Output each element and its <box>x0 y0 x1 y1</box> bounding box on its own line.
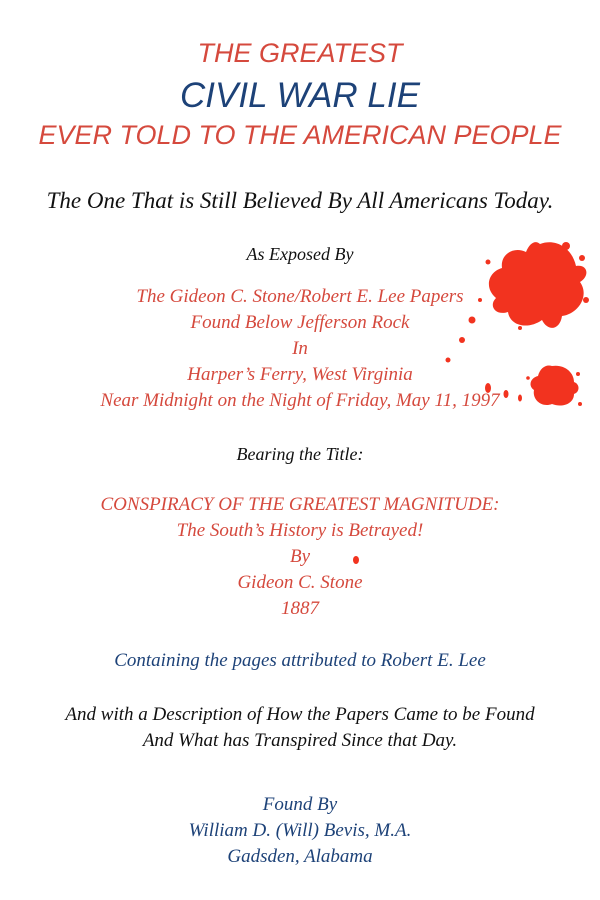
author-location: Gadsden, Alabama <box>227 846 373 867</box>
title-line-3: EVER TOLD TO THE AMERICAN PEOPLE <box>38 120 562 150</box>
found-by-heading: Found By <box>262 794 338 815</box>
bearing-heading: Bearing the Title: <box>236 444 364 464</box>
bearing-line: The South’s History is Betrayed! <box>176 520 424 541</box>
containing-note: Containing the pages attributed to Robert E. Lee <box>114 650 486 671</box>
description-line: And with a Description of How the Papers Came to be Found <box>65 704 535 725</box>
author-name: William D. (Will) Bevis, M.A. <box>188 820 412 841</box>
description-line: And What has Transpired Since that Day. <box>142 730 458 751</box>
exposed-line: Found Below Jefferson Rock <box>190 312 410 333</box>
title-line-2: CIVIL WAR LIE <box>180 76 420 115</box>
exposed-line: In <box>292 338 308 359</box>
exposed-line: The Gideon C. Stone/Robert E. Lee Papers <box>136 286 464 307</box>
bearing-line: Gideon C. Stone <box>237 572 363 593</box>
bearing-line: By <box>289 546 311 567</box>
exposed-line: Harper’s Ferry, West Virginia <box>187 364 413 385</box>
bearing-line: CONSPIRACY OF THE GREATEST MAGNITUDE: <box>100 494 500 515</box>
exposed-line: Near Midnight on the Night of Friday, May 11, 1997 <box>100 390 500 411</box>
bearing-line: 1887 <box>281 598 319 619</box>
exposed-heading: As Exposed By <box>246 244 354 264</box>
subtitle: The One That is Still Believed By All Americans Today. <box>46 188 554 213</box>
title-line-1: THE GREATEST <box>197 38 403 68</box>
